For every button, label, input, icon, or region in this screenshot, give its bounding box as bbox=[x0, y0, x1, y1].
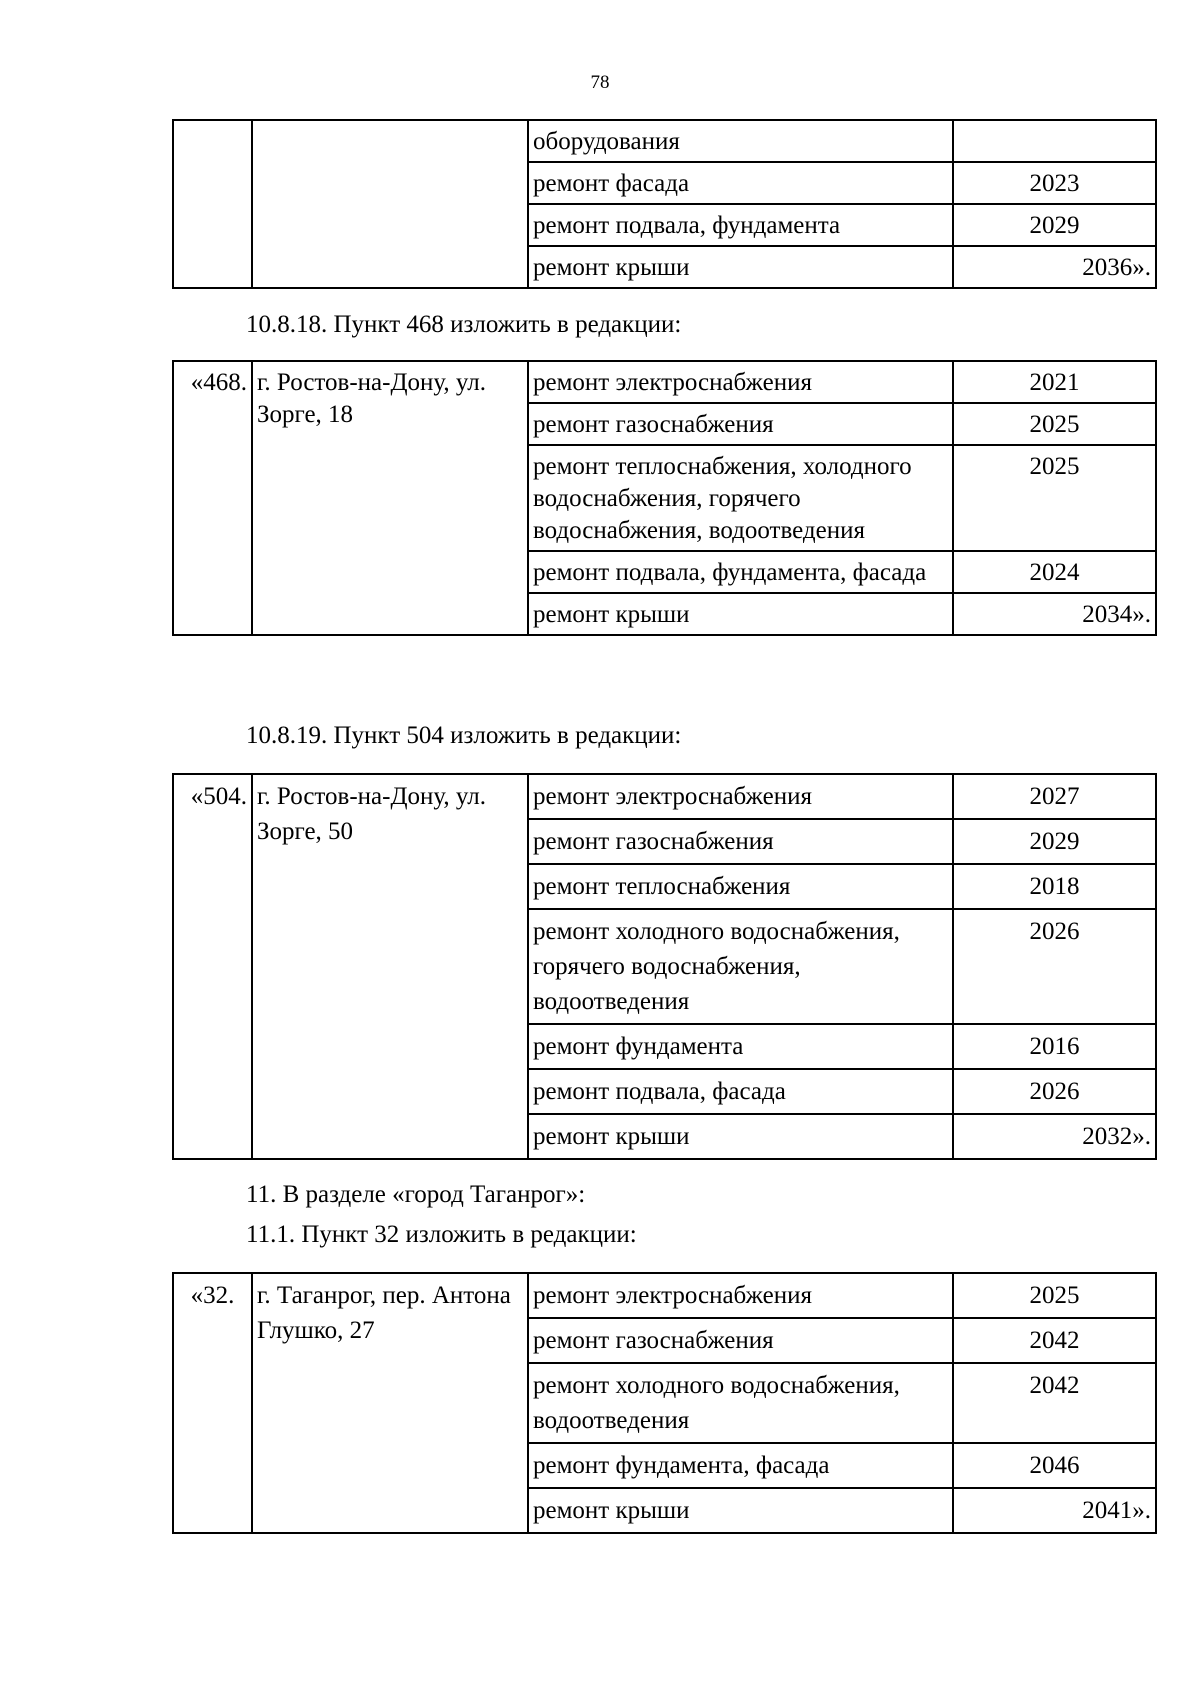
year-cell: 2041». bbox=[953, 1488, 1156, 1533]
year-cell: 2029 bbox=[953, 204, 1156, 246]
table-32 bbox=[172, 1272, 1157, 1534]
work-cell: ремонт фундамента, фасада bbox=[528, 1443, 953, 1488]
work-cell: ремонт фасада bbox=[528, 162, 953, 204]
year-cell: 2042 bbox=[953, 1318, 1156, 1363]
year-cell: 2025 bbox=[953, 403, 1156, 445]
year-cell: 2032». bbox=[953, 1114, 1156, 1159]
paragraph-11: 11. В разделе «город Таганрог»: bbox=[246, 1181, 586, 1208]
year-cell: 2024 bbox=[953, 551, 1156, 593]
paragraph-10-8-19: 10.8.19. Пункт 504 изложить в редакции: bbox=[246, 722, 682, 749]
num-cell: «504. bbox=[173, 774, 252, 1159]
page-number: 78 bbox=[590, 72, 610, 93]
paragraph-11-1: 11.1. Пункт 32 изложить в редакции: bbox=[246, 1221, 637, 1248]
year-cell: 2029 bbox=[953, 819, 1156, 864]
address-cell bbox=[252, 120, 528, 288]
work-cell: ремонт крыши bbox=[528, 1114, 953, 1159]
year-cell: 2025 bbox=[953, 1273, 1156, 1318]
table-row bbox=[173, 361, 1156, 403]
work-cell: ремонт газоснабжения bbox=[528, 1318, 953, 1363]
address-cell: г. Ростов-на-Дону, ул. Зорге, 50 bbox=[252, 774, 528, 1159]
address-cell: г. Таганрог, пер. Антона Глушко, 27 bbox=[252, 1273, 528, 1533]
work-cell: ремонт газоснабжения bbox=[528, 403, 953, 445]
paragraph-10-8-18: 10.8.18. Пункт 468 изложить в редакции: bbox=[246, 311, 682, 338]
work-cell: ремонт крыши bbox=[528, 593, 953, 635]
work-cell: ремонт электроснабжения bbox=[528, 361, 953, 403]
year-cell: 2027 bbox=[953, 774, 1156, 819]
year-cell: 2026 bbox=[953, 1069, 1156, 1114]
year-cell bbox=[953, 120, 1156, 162]
work-cell: ремонт электроснабжения bbox=[528, 774, 953, 819]
table-row bbox=[173, 774, 1156, 819]
year-cell: 2034». bbox=[953, 593, 1156, 635]
year-cell: 2042 bbox=[953, 1363, 1156, 1443]
work-cell: ремонт крыши bbox=[528, 1488, 953, 1533]
year-cell: 2023 bbox=[953, 162, 1156, 204]
address-cell: г. Ростов-на-Дону, ул. Зорге, 18 bbox=[252, 361, 528, 635]
year-cell: 2025 bbox=[953, 445, 1156, 551]
year-cell: 2046 bbox=[953, 1443, 1156, 1488]
table-row bbox=[173, 1273, 1156, 1318]
work-cell: ремонт подвала, фундамента, фасада bbox=[528, 551, 953, 593]
num-cell: «468. bbox=[173, 361, 252, 635]
work-cell: ремонт холодного водоснабжения, водоотведения bbox=[528, 1363, 953, 1443]
year-cell: 2026 bbox=[953, 909, 1156, 1024]
num-cell bbox=[173, 120, 252, 288]
year-cell: 2021 bbox=[953, 361, 1156, 403]
table-504 bbox=[172, 773, 1157, 1160]
work-cell: ремонт крыши bbox=[528, 246, 953, 288]
work-cell: ремонт теплоснабжения, холодного водоснабжения, горячего водоснабжения, водоотведения bbox=[528, 445, 953, 551]
work-cell: оборудования bbox=[528, 120, 953, 162]
num-cell: «32. bbox=[173, 1273, 252, 1533]
table-row bbox=[173, 120, 1156, 162]
work-cell: ремонт фундамента bbox=[528, 1024, 953, 1069]
work-cell: ремонт газоснабжения bbox=[528, 819, 953, 864]
continuation-table bbox=[172, 119, 1157, 289]
work-cell: ремонт подвала, фасада bbox=[528, 1069, 953, 1114]
work-cell: ремонт теплоснабжения bbox=[528, 864, 953, 909]
year-cell: 2018 bbox=[953, 864, 1156, 909]
work-cell: ремонт подвала, фундамента bbox=[528, 204, 953, 246]
work-cell: ремонт электроснабжения bbox=[528, 1273, 953, 1318]
table-468 bbox=[172, 360, 1157, 636]
year-cell: 2036». bbox=[953, 246, 1156, 288]
year-cell: 2016 bbox=[953, 1024, 1156, 1069]
work-cell: ремонт холодного водоснабжения, горячего водоснабжения, водоотведения bbox=[528, 909, 953, 1024]
